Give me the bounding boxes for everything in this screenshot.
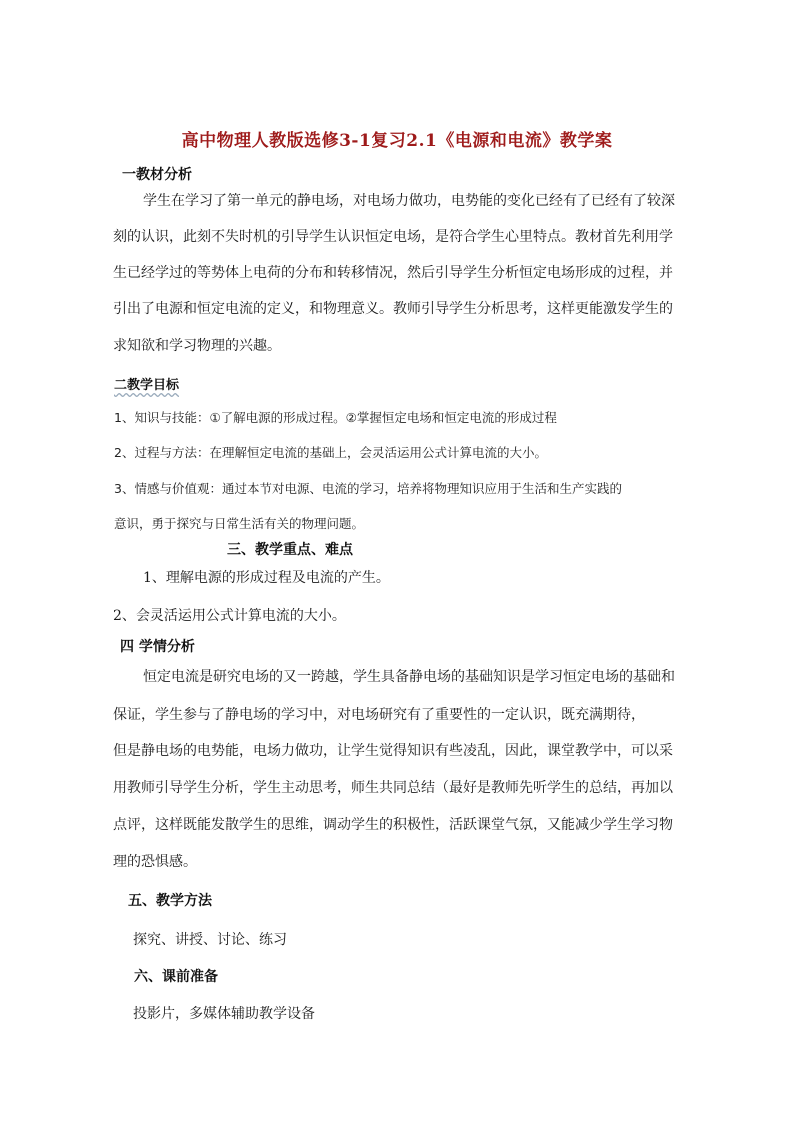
paragraph-line: 生已经学过的等势体上电荷的分布和转移情况，然后引导学生分析恒定电场形成的过程，并 xyxy=(113,265,673,281)
key-point-item: 1、理解电源的形成过程及电流的产生。 xyxy=(143,570,390,586)
document-title: 高中物理人教版选修3-1复习2.1《电源和电流》教学案 xyxy=(181,131,613,151)
paragraph-line: 用教师引导学生分析，学生主动思考，师生共同总结（最好是教师先听学生的总结，再加以 xyxy=(113,780,673,796)
preparation-text: 投影片，多媒体辅助教学设备 xyxy=(133,1006,315,1022)
paragraph-line: 恒定电流是研究电场的又一跨越，学生具备静电场的基础知识是学习恒定电场的基础和 xyxy=(143,669,675,685)
paragraph-line: 刻的认识，此刻不失时机的引导学生认识恒定电场，是符合学生心里特点。教材首先利用学 xyxy=(113,229,673,245)
paragraph-line: 学生在学习了第一单元的静电场，对电场力做功，电势能的变化已经有了已经有了较深 xyxy=(143,193,675,209)
paragraph-line: 求知欲和学习物理的兴趣。 xyxy=(113,338,281,354)
paragraph-line: 但是静电场的电势能，电场力做功，让学生觉得知识有些凌乱，因此，课堂教学中，可以采 xyxy=(113,743,673,759)
section-heading-teaching-goals: 二教学目标 xyxy=(114,378,180,393)
paragraph-line: 点评，这样既能发散学生的思维，调动学生的积极性，活跃课堂气氛，又能减少学生学习物 xyxy=(113,817,673,833)
paragraph-line: 理的恐惧感。 xyxy=(113,854,197,870)
section-heading-student-analysis: 四 学情分析 xyxy=(120,639,195,655)
teaching-methods-text: 探究、讲授、讨论、练习 xyxy=(133,932,287,948)
section-heading-textbook-analysis: 一教材分析 xyxy=(122,167,192,183)
section-heading-preparation: 六、课前准备 xyxy=(134,969,218,985)
paragraph-line: 保证，学生参与了静电场的学习中，对电场研究有了重要性的一定认识，既充满期待， xyxy=(113,707,645,723)
paragraph-line: 引出了电源和恒定电流的定义，和物理意义。教师引导学生分析思考，这样更能激发学生的 xyxy=(113,301,673,317)
section-heading-teaching-methods: 五、教学方法 xyxy=(128,893,212,909)
goal-item: 3、情感与价值观：通过本节对电源、电流的学习，培养将物理知识应用于生活和生产实践的 xyxy=(114,481,622,496)
goal-item: 2、过程与方法：在理解恒定电流的基础上，会灵活运用公式计算电流的大小。 xyxy=(114,445,547,460)
goal-item-continued: 意识，勇于探究与日常生活有关的物理问题。 xyxy=(114,516,365,531)
key-point-item: 2、会灵活运用公式计算电流的大小。 xyxy=(113,608,346,624)
section-heading-key-points: 三、教学重点、难点 xyxy=(227,542,353,558)
goal-item: 1、知识与技能：①了解电源的形成过程。②掌握恒定电场和恒定电流的形成过程 xyxy=(114,410,557,425)
